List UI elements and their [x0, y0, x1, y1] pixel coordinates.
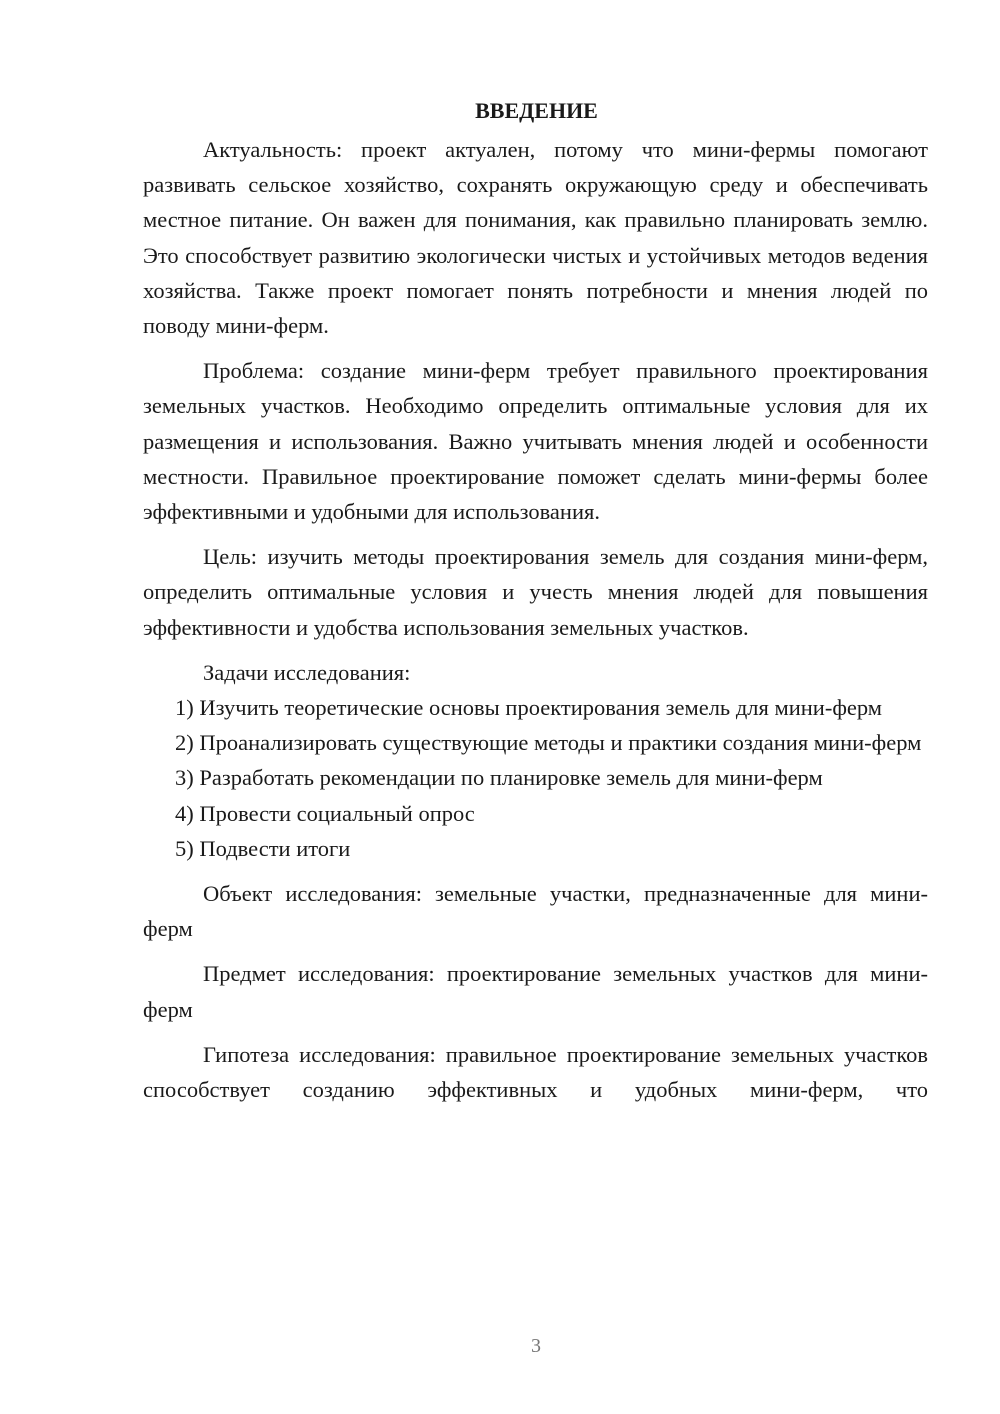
task-item-2: 2) Проанализировать существующие методы и практики создания мини-ферм [175, 730, 922, 756]
paragraph-hypothesis: Гипотеза исследования: правильное проектирование земельных участков способствует созданию эффективных и удобных мини-ферм, что [143, 1041, 928, 1103]
page-number: 3 [531, 1335, 541, 1357]
section-title: ВВЕДЕНИЕ [475, 98, 598, 123]
task-item-3: 3) Разработать рекомендации по планировке земель для мини-ферм [175, 765, 823, 791]
paragraph-problem: Проблема: создание мини-ферм требует правильного проектирования земельных участков. Необходимо определить оптимальные условия для их размещения и использования. Важно учитывать мнения людей и особенности местности. Правильное проектирование поможет сделать мини-фермы более эффективными и удобными для использования. [143, 358, 928, 525]
task-item-1: 1) Изучить теоретические основы проектирования земель для мини-ферм [175, 695, 883, 721]
task-item-5: 5) Подвести итоги [175, 835, 351, 861]
document-page [143, 96, 928, 1107]
task-item-4: 4) Провести социальный опрос [175, 800, 475, 826]
paragraph-object: Объект исследования: земельные участки, предназначенные для мини-ферм [143, 881, 928, 942]
paragraph-tasks-heading: Задачи исследования: [203, 659, 411, 685]
paragraph-goal: Цель: изучить методы проектирования земель для создания мини-ферм, определить оптимальные условия и учесть мнения людей для повышения эффективности и удобства использования земельных участков. [143, 544, 928, 640]
paragraph-relevance: Актуальность: проект актуален, потому что мини-фермы помогают развивать сельское хозяйство, сохранять окружающую среду и обеспечивать местное питание. Он важен для понимания, как правильно планировать землю. Это способствует развитию экологически чистых и устойчивых методов ведения хозяйства. Также проект помогает понять потребности и мнения людей по поводу мини-ферм. [143, 137, 928, 339]
paragraph-subject: Предмет исследования: проектирование земельных участков для мини-ферм [143, 961, 928, 1022]
